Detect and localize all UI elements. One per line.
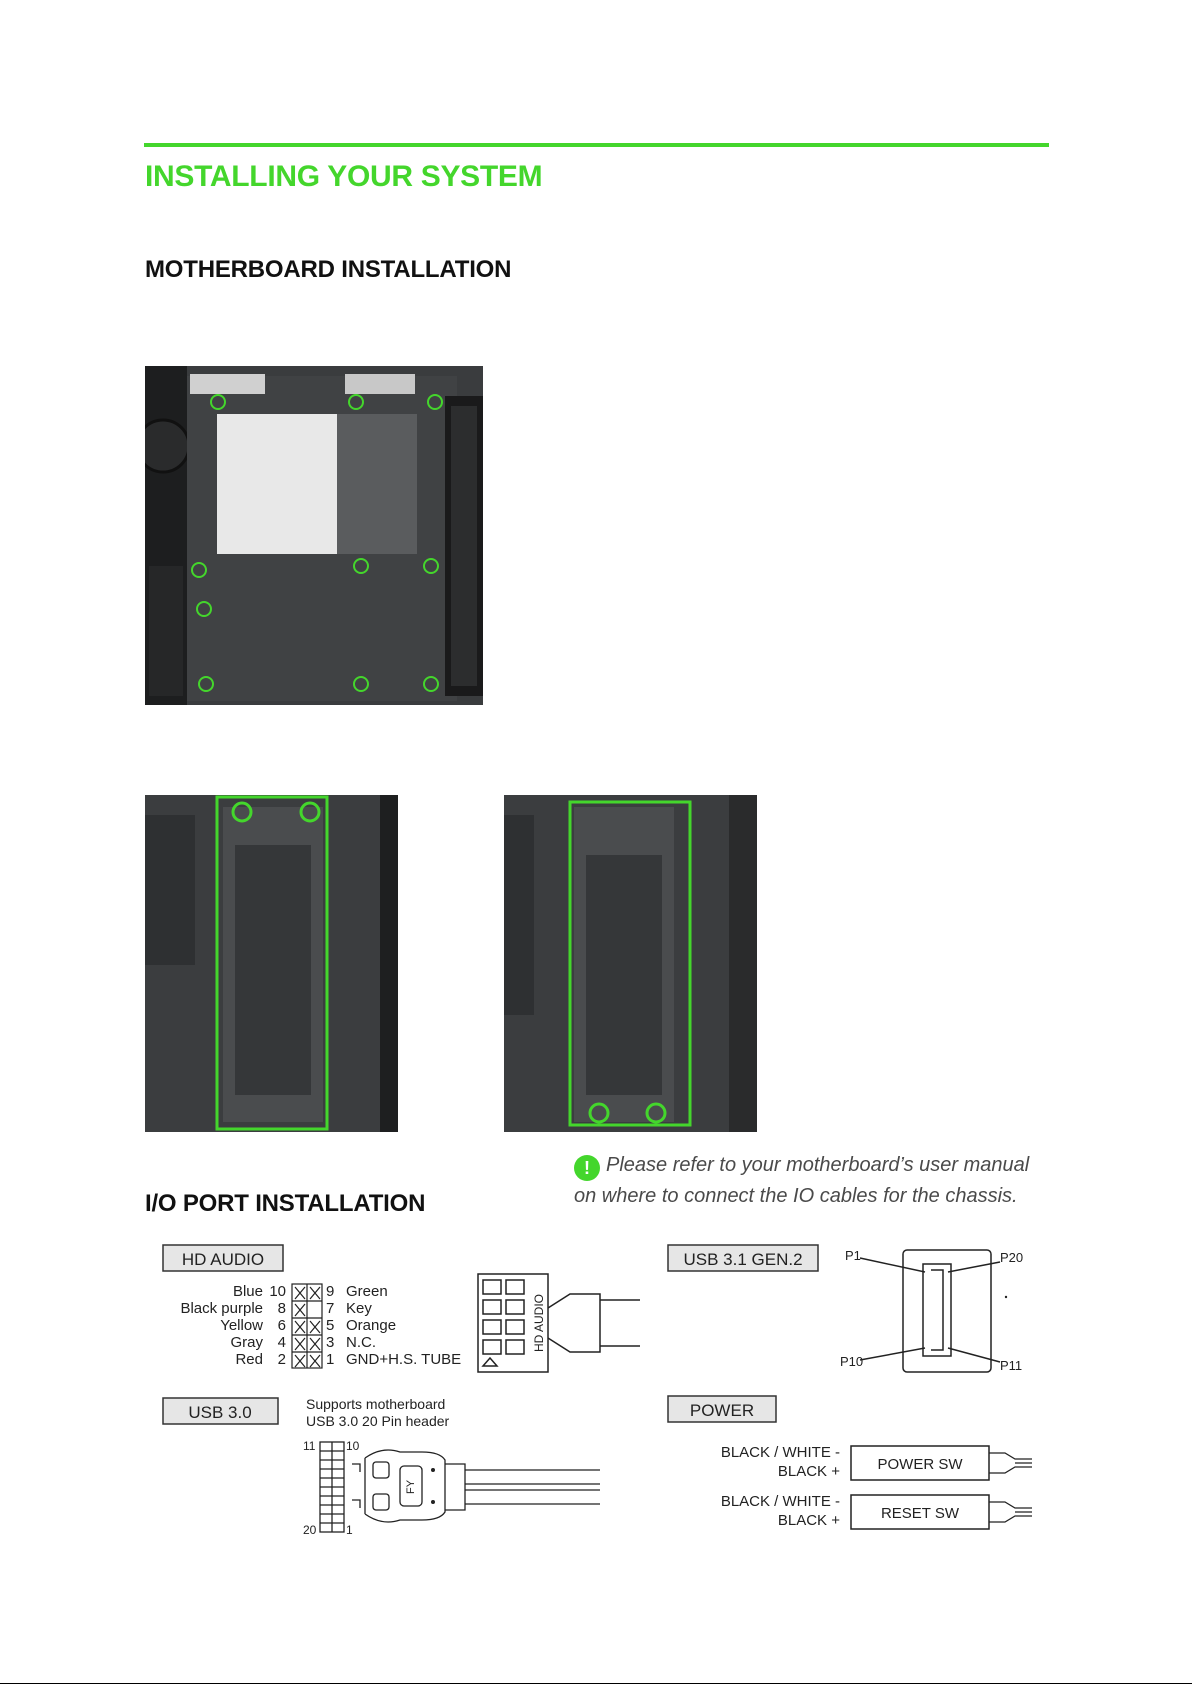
footer-rule: [0, 1683, 1192, 1684]
io-heading: I/O PORT INSTALLATION: [145, 1190, 426, 1217]
hd-audio-left-label: Blue: [232, 1283, 263, 1300]
usb30-pin-label: 10: [346, 1439, 360, 1453]
header-rule: [144, 143, 1049, 147]
hd-audio-pin-grid: [292, 1284, 322, 1368]
power-sw-label: POWER SW: [877, 1456, 963, 1473]
note-text: Please refer to your motherboard’s user manual on where to connect the IO cables for the chassis.: [574, 1154, 1030, 1207]
reset-sw-label: RESET SW: [880, 1505, 960, 1522]
hd-audio-right-label: Orange: [346, 1317, 397, 1334]
switch-wires: [989, 1453, 1032, 1522]
hd-audio-left-pin: 10: [269, 1283, 286, 1300]
power-wire-label: BLACK / WHITE -: [720, 1444, 840, 1461]
usb30-title: USB 3.0: [188, 1403, 252, 1422]
hd-audio-title: HD AUDIO: [181, 1250, 265, 1269]
bracket-top-screws-photo: [145, 795, 398, 1132]
alert-icon: !: [574, 1155, 600, 1181]
motherboard-tray-photo: [145, 366, 483, 705]
usb31-title: USB 3.1 GEN.2: [683, 1250, 803, 1269]
usb30-desc: Supports motherboard: [306, 1396, 446, 1412]
hd-audio-left-label: Black purple: [180, 1300, 263, 1317]
hd-audio-left-pin: 8: [277, 1300, 286, 1317]
hd-audio-left-label: Red: [235, 1351, 263, 1368]
hd-audio-right-label: GND+H.S. TUBE: [346, 1351, 462, 1368]
bracket-bottom-screws-photo: [504, 795, 757, 1132]
hd-audio-left-label: Gray: [230, 1334, 263, 1351]
usb31-pin-label: P11: [1000, 1358, 1023, 1373]
usb31-pin-label: P20: [1000, 1250, 1024, 1265]
motherboard-heading: MOTHERBOARD INSTALLATION: [145, 256, 512, 283]
usb30-pin-label: 20: [303, 1523, 317, 1537]
install-note: [574, 1150, 1054, 1212]
hd-audio-left-pin: 2: [277, 1351, 286, 1368]
usb30-desc: USB 3.0 20 Pin header: [306, 1413, 450, 1429]
hd-audio-left-pin: 4: [277, 1334, 286, 1351]
usb30-connector: [320, 1442, 600, 1532]
usb31-connector: [860, 1250, 1000, 1372]
hd-audio-right-pin: 3: [326, 1334, 335, 1351]
hd-audio-right-pin: 9: [326, 1283, 335, 1300]
hd-audio-right-label: Green: [346, 1283, 388, 1300]
io-wiring-diagram: [160, 1238, 1040, 1548]
usb30-pin-label: 11: [303, 1439, 316, 1453]
hd-audio-right-label: Key: [346, 1300, 372, 1317]
hd-audio-right-pin: 5: [326, 1317, 335, 1334]
hd-audio-connector-label: HD AUDIO: [532, 1293, 546, 1353]
usb30-pin-label: 1: [346, 1523, 353, 1537]
usb31-pin-label: P10: [840, 1354, 864, 1369]
hd-audio-right-label: N.C.: [346, 1334, 376, 1351]
hd-audio-right-pin: 7: [326, 1300, 335, 1317]
hd-audio-left-label: Yellow: [220, 1317, 263, 1334]
power-wire-label: BLACK +: [777, 1512, 840, 1529]
hd-audio-connector: [478, 1274, 640, 1372]
power-title: POWER: [689, 1401, 755, 1420]
power-wire-label: BLACK / WHITE -: [720, 1493, 840, 1510]
hd-audio-left-pin: 6: [277, 1317, 286, 1334]
hd-audio-right-pin: 1: [326, 1351, 335, 1368]
usb31-pin-label: P1: [845, 1248, 861, 1263]
usb30-plug-label: FY: [405, 1479, 417, 1495]
section-title: INSTALLING YOUR SYSTEM: [145, 160, 543, 193]
power-wire-label: BLACK +: [777, 1463, 840, 1480]
